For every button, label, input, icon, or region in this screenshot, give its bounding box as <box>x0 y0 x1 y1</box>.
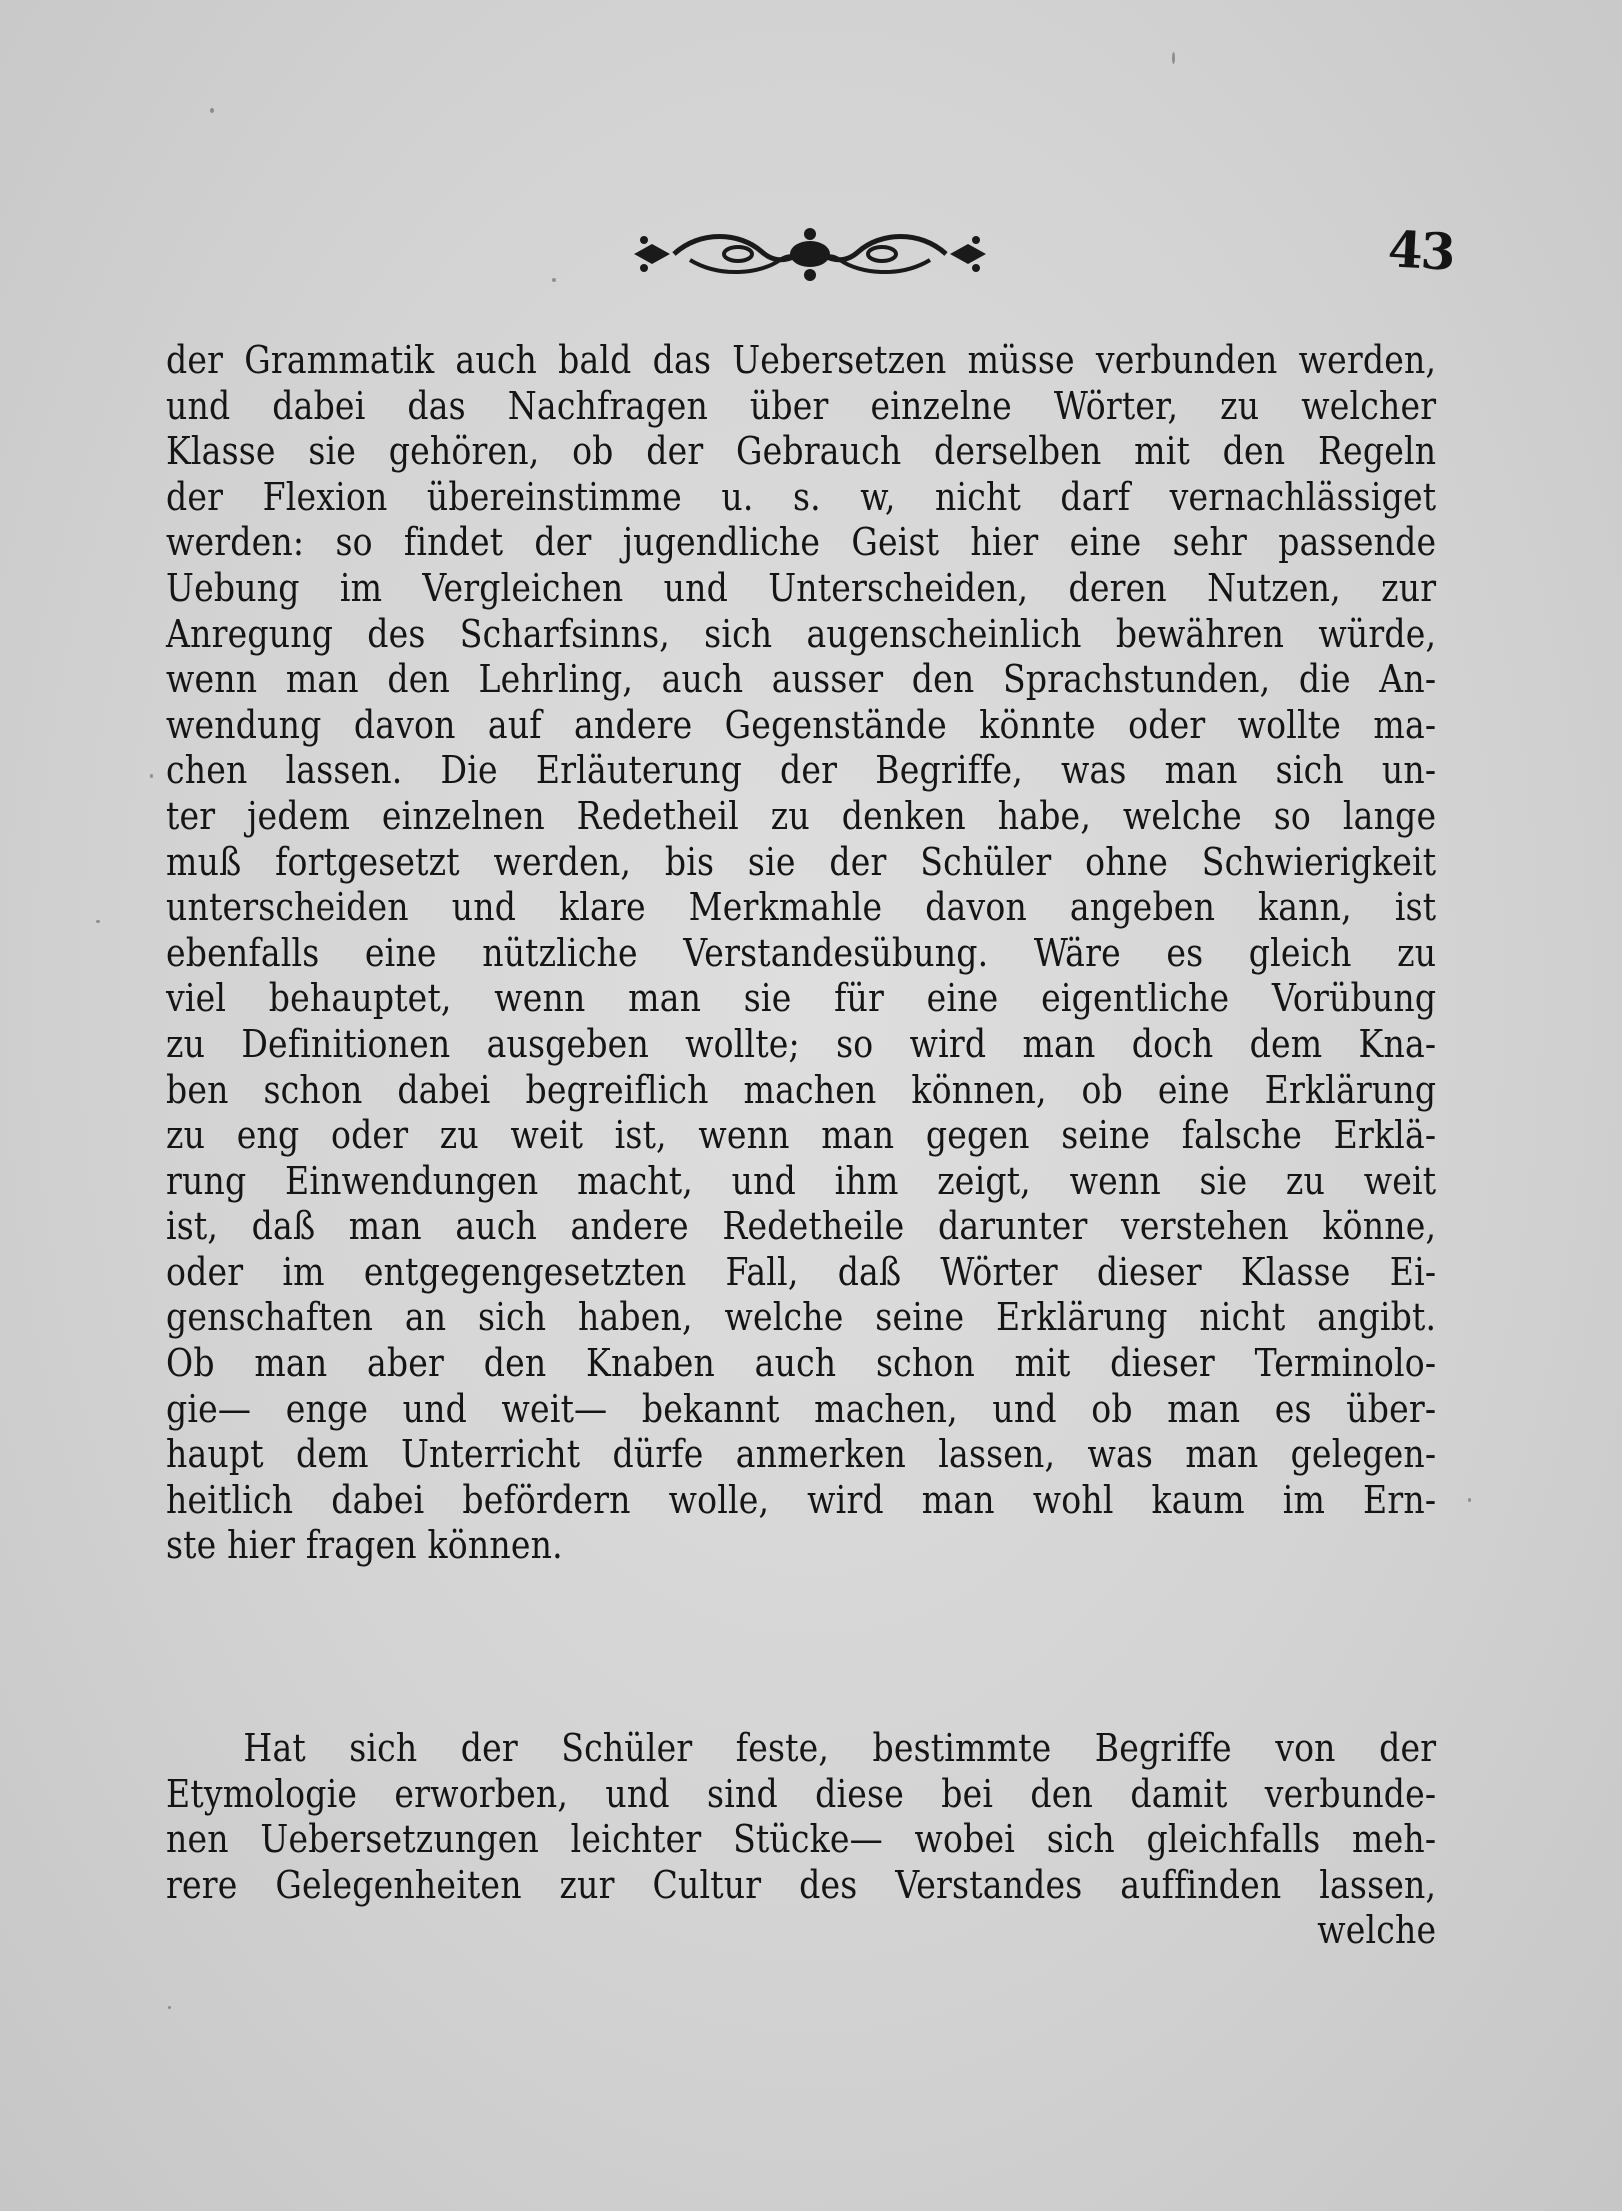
text-line: der Grammatik auch bald das Uebersetzen müsse verbunden werden, <box>166 338 1437 383</box>
text-line: zu Definitionen ausgeben wollte; so wird man doch dem Kna- <box>166 1021 1437 1067</box>
text-line: nen Uebersetzungen leichter Stücke— wobei sich gleichfalls meh- <box>166 1817 1437 1863</box>
text-line: ben schon dabei begreiflich machen können, ob eine Erklärung <box>166 1067 1437 1113</box>
paper-speck <box>210 108 214 113</box>
text-line: genschaften an sich haben, welche seine Erklärung nicht angibt. <box>166 1295 1437 1341</box>
paper-speck <box>1172 52 1175 64</box>
text-line: wendung davon auf andere Gegenstände könnte oder wollte ma- <box>166 702 1437 748</box>
text-line: rere Gelegenheiten zur Cultur des Verstandes auffinden lassen, <box>166 1862 1437 1908</box>
text-line: viel behauptet, wenn man sie für eine eigentliche Vorübung <box>166 976 1437 1022</box>
paper-speck <box>96 920 100 923</box>
text-line: und dabei das Nachfragen über einzelne Wörter, zu welcher <box>166 383 1437 429</box>
text-line: ste hier fragen können. <box>166 1523 563 1569</box>
text-line: zu eng oder zu weit ist, wenn man gegen seine falsche Erklä- <box>166 1113 1437 1159</box>
text-line: rung Einwendungen macht, und ihm zeigt, wenn sie zu weit <box>166 1158 1437 1204</box>
text-line: Anregung des Scharfsinns, sich augenscheinlich bewähren würde, <box>166 611 1437 657</box>
text-line: ist, daß man auch andere Redetheile darunter verstehen könne, <box>166 1204 1437 1250</box>
fleuron-ornament-icon <box>630 222 990 286</box>
paragraph-1 <box>166 338 1436 1569</box>
paper-speck <box>552 278 556 282</box>
text-line: unterscheiden und klare Merkmahle davon angeben kann, ist <box>166 885 1437 931</box>
text-line: ebenfalls eine nützliche Verstandesübung. Wäre es gleich zu <box>166 930 1437 976</box>
text-line: Hat sich der Schüler feste, bestimmte Begriffe von der <box>243 1726 1437 1771</box>
text-line: werden: so findet der jugendliche Geist hier eine sehr passende <box>166 520 1437 566</box>
text-line: heitlich dabei befördern wolle, wird man wohl kaum im Ern- <box>166 1477 1437 1523</box>
catchword: welche <box>1317 1908 1437 1954</box>
text-line: der Flexion übereinstimme u. s. w, nicht darf vernachlässiget <box>166 474 1437 520</box>
text-line: ter jedem einzelnen Redetheil zu denken habe, welche so lange <box>166 793 1437 839</box>
text-line: haupt dem Unterricht dürfe anmerken lassen, was man gelegen- <box>166 1432 1437 1478</box>
text-line: Uebung im Vergleichen und Unterscheiden, deren Nutzen, zur <box>166 565 1437 611</box>
text-line: muß fortgesetzt werden, bis sie der Schüler ohne Schwierigkeit <box>166 839 1437 885</box>
paper-speck <box>1468 1498 1471 1502</box>
text-line: Ob man aber den Knaben auch schon mit dieser Terminolo- <box>166 1341 1437 1387</box>
text-line: gie— enge und weit— bekannt machen, und ob man es über- <box>166 1386 1437 1432</box>
paragraph-2 <box>166 1726 1436 1954</box>
page-number: 43 <box>1386 219 1456 282</box>
text-line: Etymologie erworben, und sind diese bei den damit verbunde- <box>166 1771 1437 1817</box>
paper-speck <box>150 774 153 778</box>
text-line: wenn man den Lehrling, auch ausser den Sprachstunden, die An- <box>166 657 1437 703</box>
text-line: oder im entgegengesetzten Fall, daß Wörter dieser Klasse Ei- <box>166 1249 1437 1295</box>
paper-speck <box>168 2006 171 2009</box>
text-line: Klasse sie gehören, ob der Gebrauch derselben mit den Regeln <box>166 429 1437 475</box>
text-line: chen lassen. Die Erläuterung der Begriffe, was man sich un- <box>166 748 1437 794</box>
